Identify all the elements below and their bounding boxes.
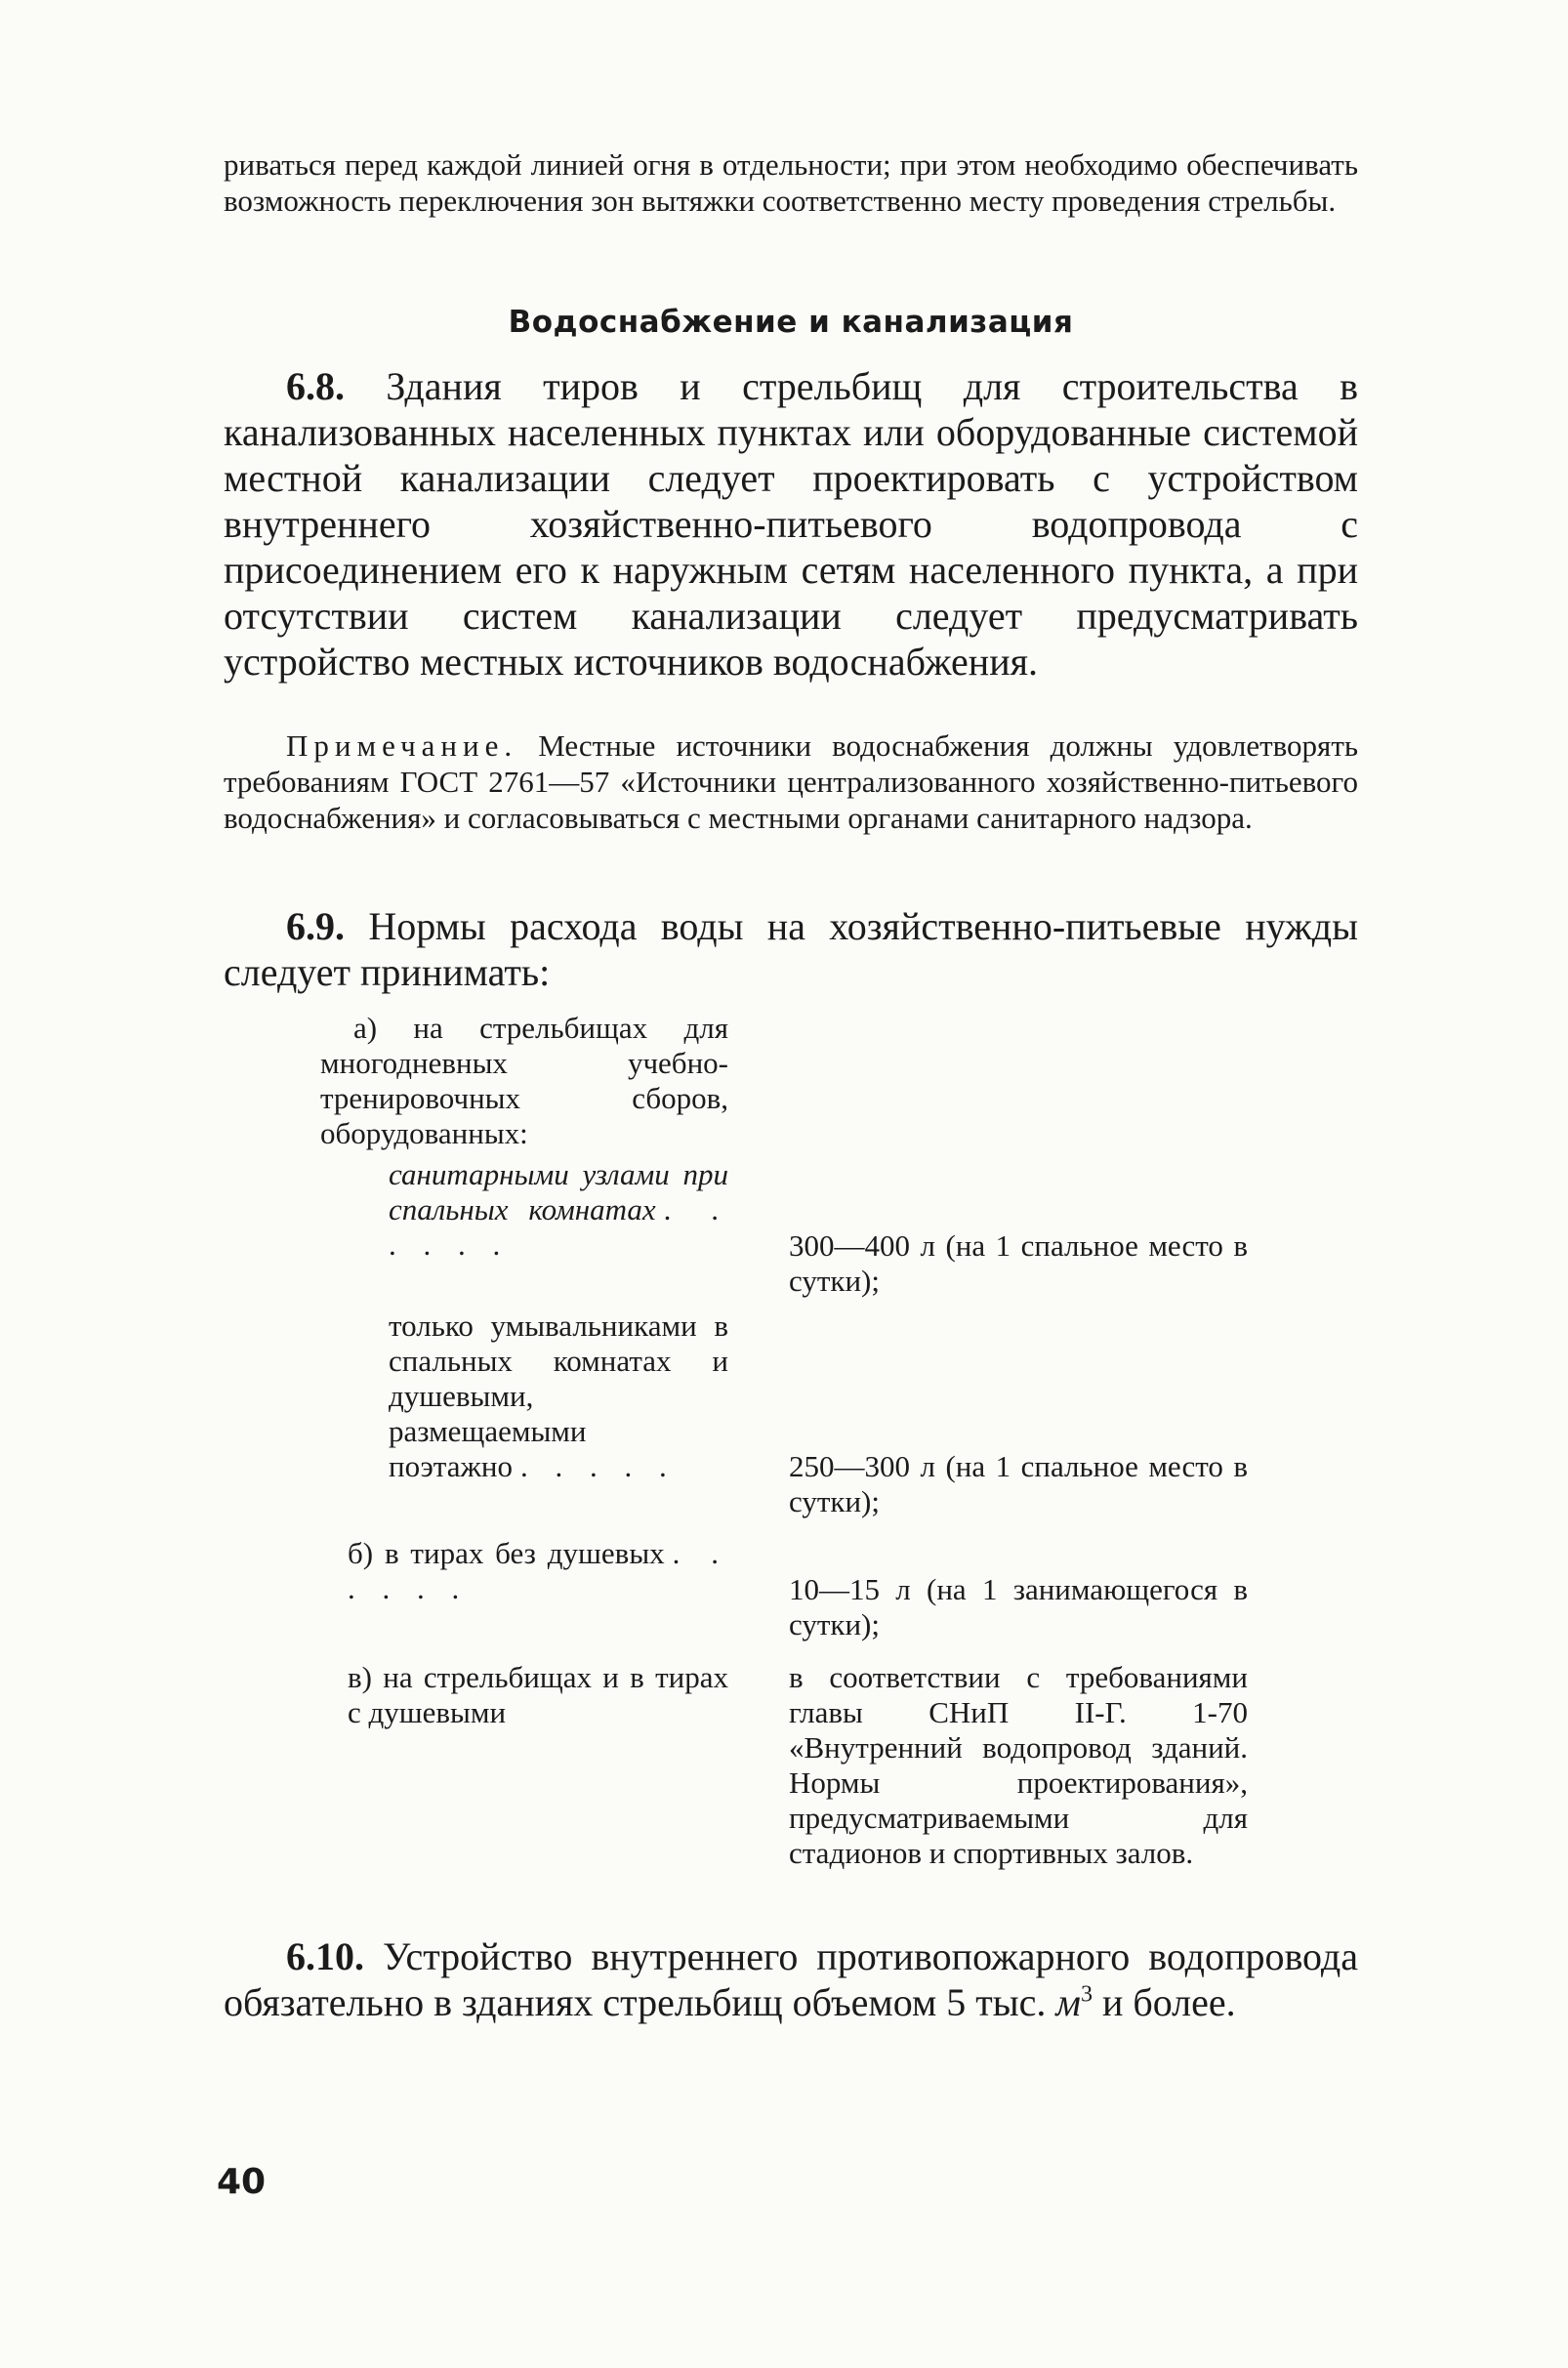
note-label: Примечание.: [286, 728, 518, 763]
norm-c-value: в соответствии с требованиями главы СНиП II-Г. 1-70 «Внутренний водопровод зданий. Нормы проектирования», предусматриваемыми для стадионов и спортивных залов.: [789, 1660, 1248, 1870]
paragraph-text: Здания тиров и стрельбищ для строительства в канализованных населенных пунктах или оборудованные системой местной канализации следует проектировать с устройством внутреннего хозяйственно-питьевого водопровода с присоединением его к наружным сетям населенного пункта, а при отсутствии систем канализации следует предусматривать устройство местных источников водоснабжения.: [224, 364, 1358, 684]
norm-b-label: [348, 1536, 728, 1606]
norm-a2-value: 250—300 л (на 1 спальное место в сутки);: [789, 1449, 1248, 1518]
paragraph-6-10: [224, 1933, 1358, 2025]
note: [224, 727, 1358, 836]
norm-b-value: 10—15 л (на 1 занимающегося в сутки);: [789, 1572, 1248, 1641]
norm-b-label-text: б) в тирах без душевых: [348, 1536, 665, 1570]
page-number: 40: [217, 2162, 267, 2202]
paragraph-number: 6.10.: [286, 1934, 364, 1978]
norm-a2-label-text: только умывальниками в спальных комнатах и душевыми, размещаемыми поэтажно: [389, 1309, 728, 1483]
leader-dots: . . . . . .: [389, 1192, 728, 1262]
norm-a2-label: [389, 1309, 728, 1484]
paragraph-text: Устройство внутреннего противопожарного водопровода обязательно в зданиях стрельбищ объемом 5 тыс.: [224, 1934, 1359, 2024]
norm-a1-label-text: санитарными узлами при спальных комнатах: [389, 1157, 728, 1226]
leader-dots: . . . . . .: [348, 1536, 729, 1605]
section-heading: Водоснабжение и канализация: [508, 305, 1074, 340]
norm-a1-label: [389, 1157, 728, 1263]
intro-paragraph: риваться перед каждой линией огня в отдельности; при этом необходимо обеспечивать возможность переключения зон вытяжки соответственно месту проведения стрельбы.: [224, 147, 1358, 218]
paragraph-text: Нормы расхода воды на хозяйственно-питьевые нужды следует принимать:: [224, 904, 1358, 994]
paragraph-number: 6.9.: [286, 904, 345, 948]
norm-c-label: в) на стрельбищах и в тирах с душевыми: [348, 1660, 728, 1729]
paragraph-6-8: [224, 363, 1358, 685]
leader-dots: . . . . .: [519, 1449, 677, 1483]
norm-a1-value: 300—400 л (на 1 спальное место в сутки);: [789, 1228, 1248, 1298]
paragraph-6-9: [224, 903, 1358, 995]
unit-exponent: 3: [1080, 1981, 1093, 2008]
paragraph-text-end: и более.: [1101, 1980, 1236, 2024]
note-text: Местные источники водоснабжения должны удовлетворять требованиям ГОСТ 2761—57 «Источники централизованного хозяйственно-питьевого водоснабжения» и согласовываться с местными органами санитарного надзора.: [224, 728, 1358, 835]
norm-a-heading: а) на стрельбищах для многодневных учебно-тренировочных сборов, оборудованных:: [320, 1011, 728, 1150]
unit: м: [1055, 1980, 1081, 2024]
paragraph-number: 6.8.: [286, 364, 345, 408]
